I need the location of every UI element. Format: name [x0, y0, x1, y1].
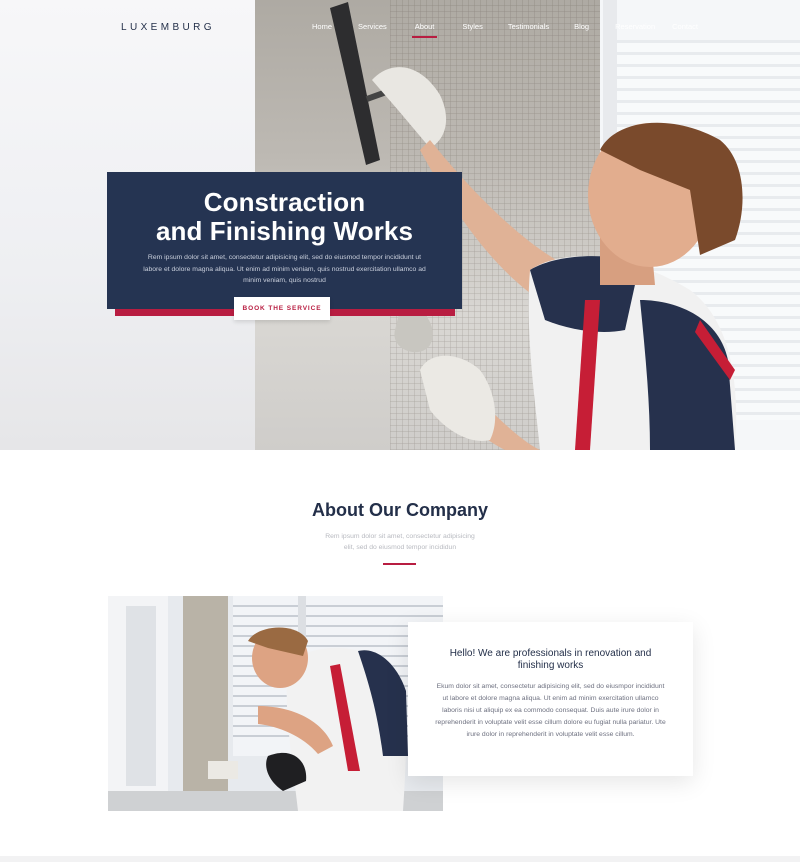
about-card-text: Ekum dolor sit amet, consectetur adipisicing elit, sed do eiusmpor incididunt ut labore et dolore magna aliqua. Ut enim ad minim exercitation ullamco laboris nisi ut aliquip ex ea commodo consequat. Duis aute irure dolor in reprehenderit in voluptate velit esse cillum dolore eu fugiat nulla pariatur. Ute irure dolor in reprehenderit in voluptate velit esse cillum.	[435, 683, 666, 738]
hero-description: Rem ipsum dolor sit amet, consectetur adipisicing elit, sed do eiusmod tempor incididunt ut labore et dolore magna aliqua. Ut enim ad minim veniam, quis nostrud exercitation ullamco ad minim veniam, quis nostrud	[143, 254, 426, 284]
about-card-title: Hello! We are professionals in renovation and finishing works	[449, 648, 652, 671]
nav-item-styles[interactable]: Styles	[462, 22, 483, 31]
nav-item-services[interactable]: Services	[358, 22, 387, 31]
main-menu	[312, 22, 698, 31]
about-section-subtitle: Rem ipsum dolor sit amet, consectetur adipisicing elit, sed do eiusmod tempor incididun	[325, 533, 475, 551]
top-navigation	[0, 0, 800, 56]
about-info-card	[408, 622, 693, 776]
hero-title-line1: Constraction	[203, 187, 366, 217]
nav-item-testimonials[interactable]: Testimonials	[507, 22, 550, 31]
next-section-edge	[0, 856, 800, 862]
about-worker-photo	[108, 596, 443, 811]
hero-title	[107, 188, 462, 246]
hero-title-line2: and Finishing Works	[155, 216, 414, 246]
nav-item-contact[interactable]: Contact	[672, 22, 698, 31]
nav-item-reservation[interactable]: Reservation	[615, 22, 656, 31]
about-photo-illustration	[108, 596, 443, 811]
about-title-divider	[383, 563, 416, 565]
site-logo[interactable]: LUXEMBURG	[121, 22, 215, 33]
book-service-button[interactable]: BOOK THE SERVICE	[234, 297, 330, 320]
nav-item-blog[interactable]: Blog	[574, 22, 590, 31]
hero-card	[107, 172, 462, 309]
nav-item-about[interactable]: About	[414, 22, 435, 31]
nav-item-home[interactable]: Home	[312, 22, 333, 31]
about-section-title: About Our Company	[312, 500, 488, 520]
